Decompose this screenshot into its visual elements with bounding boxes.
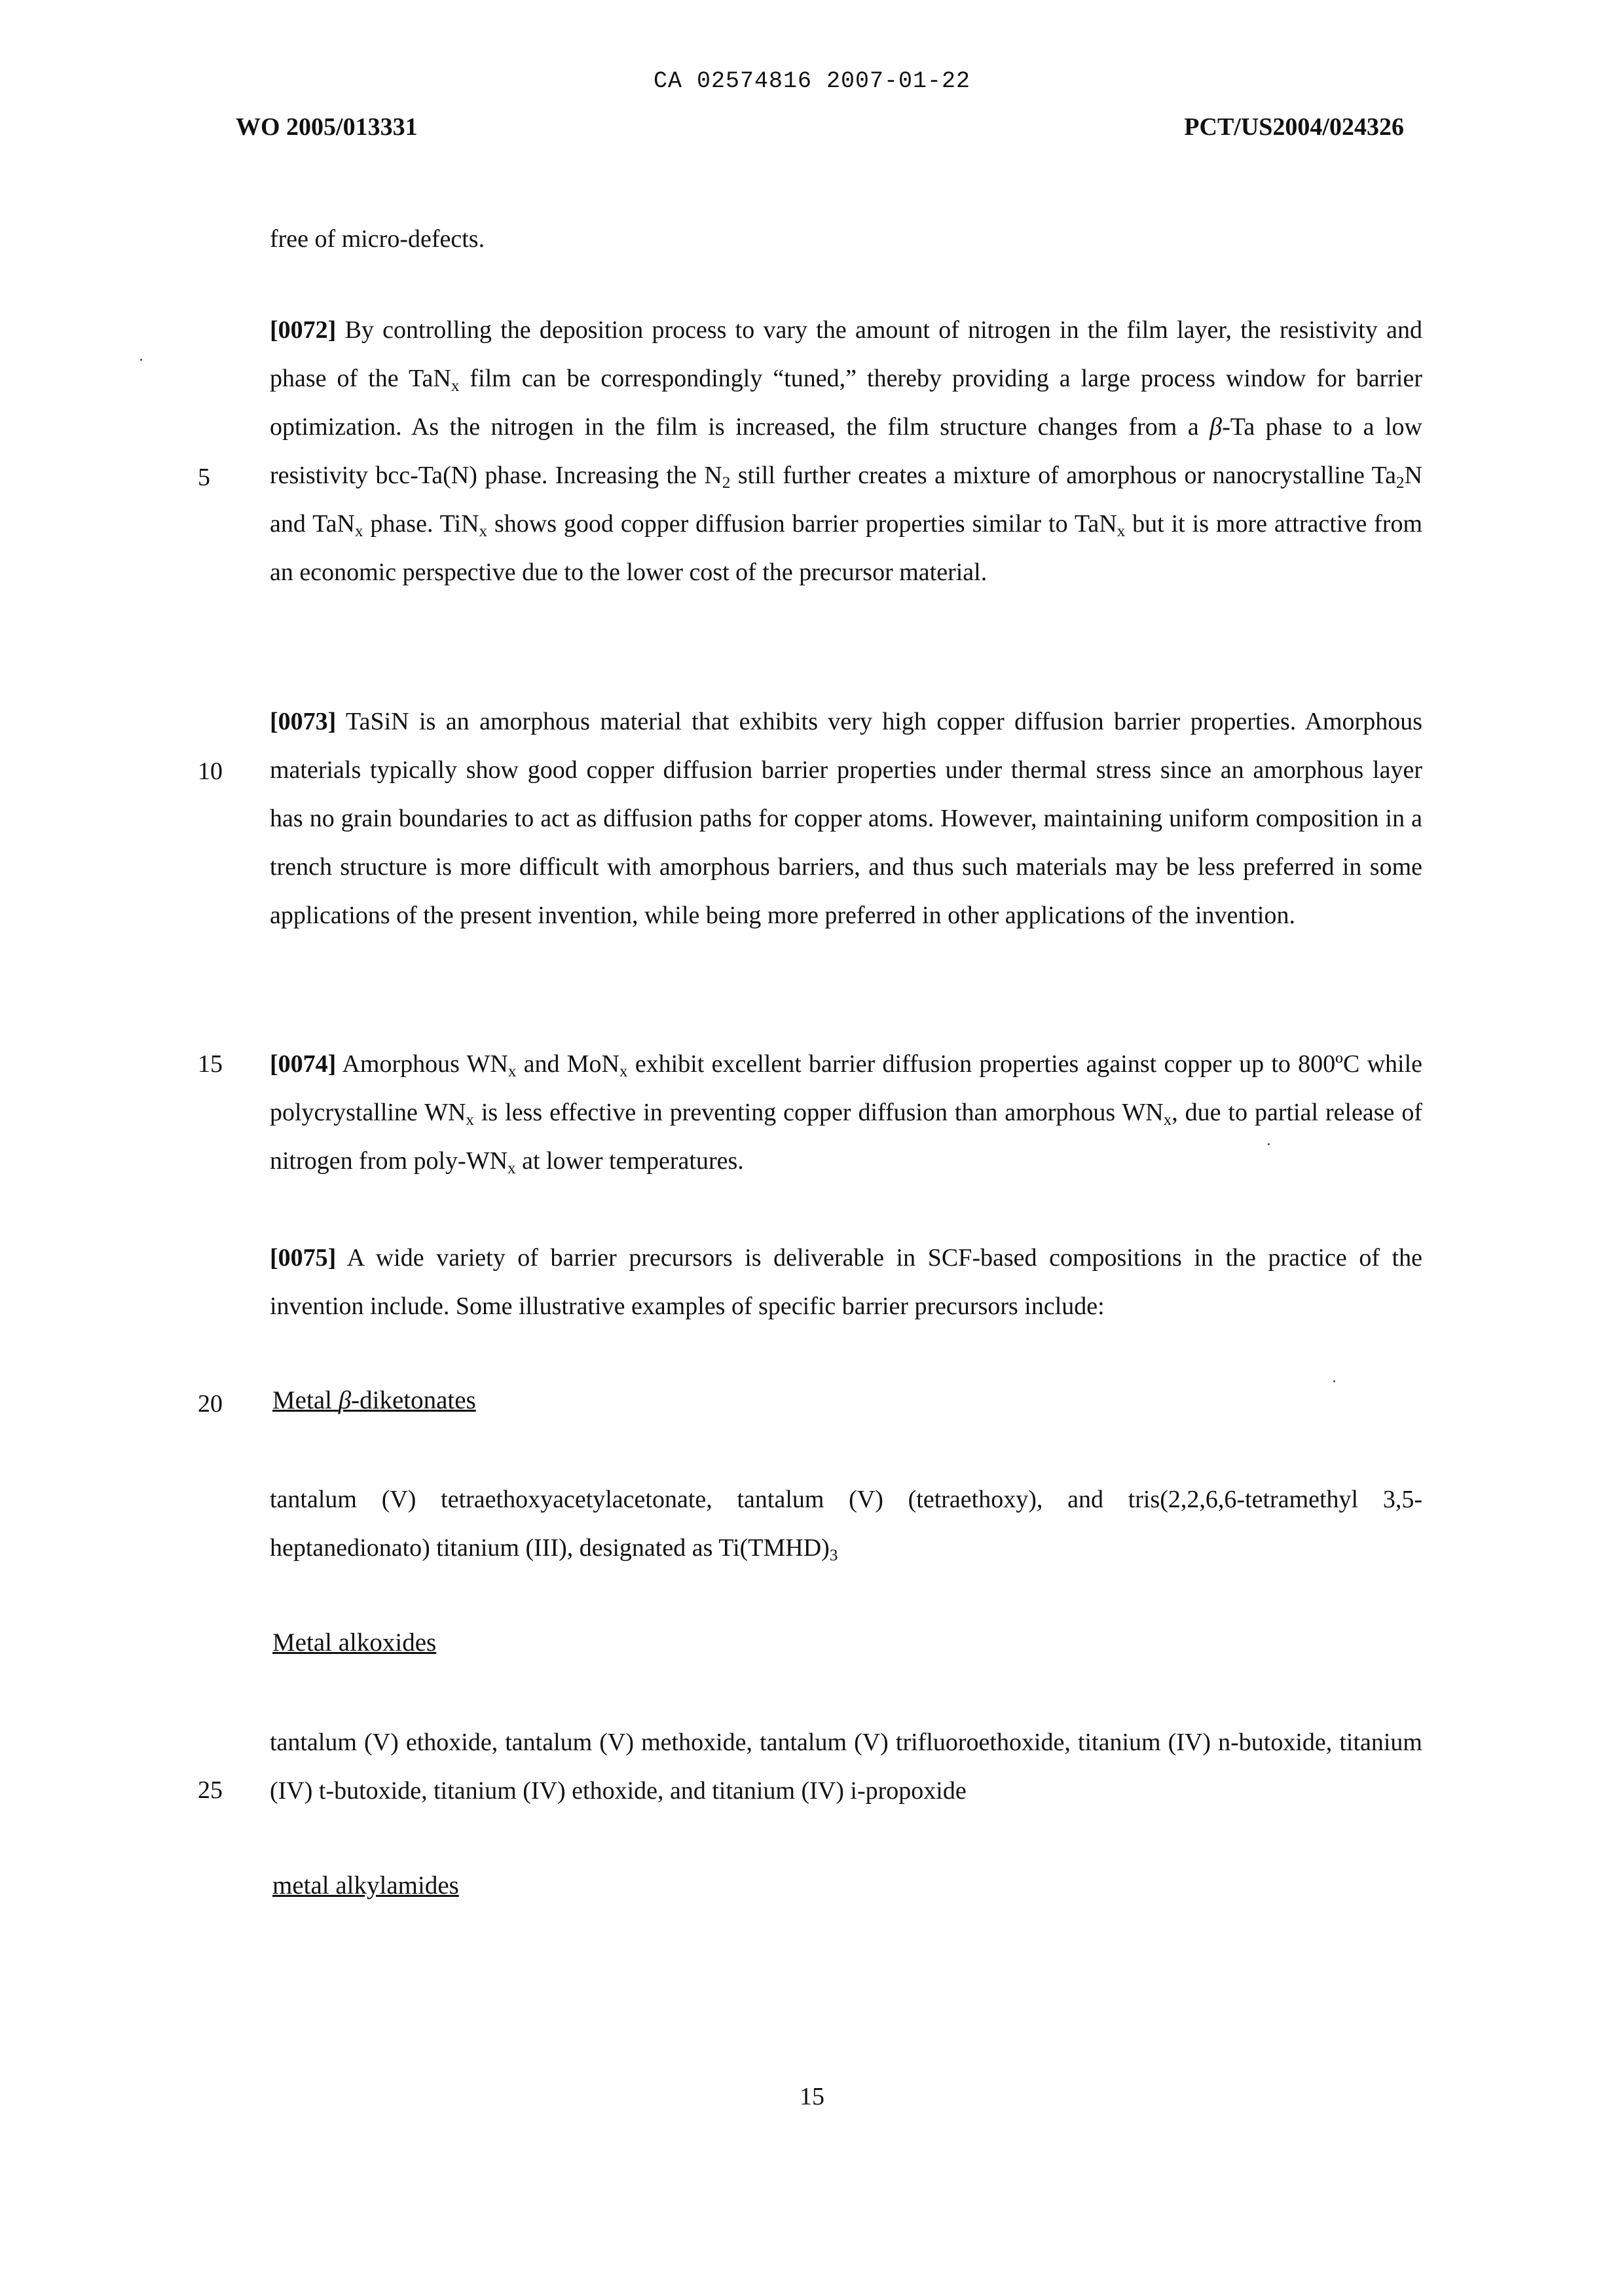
subscript: x <box>1163 1111 1172 1129</box>
paragraph-text: Amorphous WN <box>336 1050 508 1078</box>
paragraph-0072 <box>270 306 1422 597</box>
paragraph-number: [0072] <box>270 316 337 344</box>
heading-metal-beta-diketonates <box>272 1386 476 1415</box>
paragraph-number: [0074] <box>270 1050 337 1078</box>
paragraph-text: still further creates a mixture of amorphous or nanocrystalline Ta <box>730 462 1397 489</box>
subscript: x <box>479 523 488 541</box>
subscript: 2 <box>1396 474 1405 492</box>
paragraph-text: -Ta phase to a low resistivity bcc-Ta(N) phase. Increasing the N <box>270 413 1422 489</box>
wo-publication-number: WO 2005/013331 <box>236 113 418 141</box>
subscript: 3 <box>829 1547 838 1565</box>
scan-speck <box>1268 1143 1270 1145</box>
paragraph-text: film can be correspondingly “tuned,” thereby providing a large process window for barrier optimization. As the nitrogen in the film is increased, the film structure changes from a <box>270 365 1422 441</box>
diketonates-list <box>270 1475 1422 1572</box>
pct-application-number: PCT/US2004/024326 <box>1184 113 1404 141</box>
alkoxides-list: tantalum (V) ethoxide, tantalum (V) methoxide, tantalum (V) trifluoroethoxide, titanium (IV) n-butoxide, titanium (IV) t-butoxide, titanium (IV) ethoxide, and titanium (IV) i-propoxide <box>270 1729 1422 1805</box>
paragraph-number: [0075] <box>270 1244 337 1272</box>
beta-symbol: β <box>338 1386 352 1414</box>
paragraph-number: [0073] <box>270 708 337 735</box>
heading-metal-alkoxides: Metal alkoxides <box>272 1628 437 1657</box>
paragraph-0075 <box>270 1234 1422 1331</box>
scan-speck <box>1333 1380 1335 1382</box>
line-number: 25 <box>198 1776 223 1804</box>
subscript: x <box>354 523 363 541</box>
paragraph-text: , due to partial release of nitrogen from poly-WN <box>270 1099 1422 1175</box>
subscript: x <box>466 1111 474 1129</box>
paragraph-text: N and TaN <box>270 462 1423 538</box>
line-number: 20 <box>198 1390 223 1418</box>
page-number: 15 <box>800 2083 824 2110</box>
paragraph-text: By controlling the deposition process to vary the amount of nitrogen in the film layer, the resistivity and phase of the TaN <box>270 316 1422 392</box>
continuation-text: free of micro-defects. <box>270 225 485 253</box>
subscript: x <box>451 377 460 395</box>
paragraph-text: A wide variety of barrier precursors is deliverable in SCF-based compositions in the practice of the invention include. Some illustrative examples of specific barrier precursors include: <box>270 1244 1422 1320</box>
subscript: x <box>507 1063 517 1081</box>
paragraph-0073 <box>270 697 1422 940</box>
paragraph-text: exhibit excellent barrier diffusion properties against copper up to 800ºC while polycrystalline WN <box>270 1050 1422 1126</box>
subscript: x <box>507 1160 516 1178</box>
line-number: 5 <box>198 464 210 491</box>
beta-symbol: β <box>1209 413 1223 441</box>
paragraph-text: is less effective in preventing copper diffusion than amorphous WN <box>473 1099 1164 1126</box>
line-number: 10 <box>198 758 223 785</box>
list-text: tantalum (V) tetraethoxyacetylacetonate, tantalum (V) (tetraethoxy), and tris(2,2,6,6-tetramethyl 3,5-heptanedionato) titanium (III), designated as Ti(TMHD) <box>270 1486 1422 1562</box>
line-number: 15 <box>198 1050 223 1078</box>
heading-text: -diketonates <box>351 1386 476 1414</box>
paragraph-text: but it is more attractive from an economic perspective due to the lower cost of the precursor material. <box>270 510 1423 586</box>
paragraph-text: TaSiN is an amorphous material that exhibits very high copper diffusion barrier properties. Amorphous materials typically show good copper diffusion barrier properties under thermal stress since an amorphous layer has no grain boundaries to act as diffusion paths for copper atoms. However, maintaining uniform composition in a trench structure is more difficult with amorphous barriers, and thus such materials may be less preferred in some applications of the present invention, while being more preferred in other applications of the invention. <box>270 708 1422 929</box>
subscript: x <box>1116 523 1126 541</box>
scan-speck <box>140 359 142 361</box>
paragraph-text: shows good copper diffusion barrier properties similar to TaN <box>487 510 1117 538</box>
heading-metal-alkylamides: metal alkylamides <box>272 1871 459 1900</box>
paragraph-text: phase. TiN <box>363 510 479 538</box>
paragraph-text: at lower temperatures. <box>515 1147 744 1175</box>
ca-document-code: CA 02574816 2007-01-22 <box>653 68 971 94</box>
subscript: x <box>619 1063 628 1081</box>
heading-text: Metal <box>272 1386 339 1414</box>
paragraph-0074 <box>270 1040 1422 1185</box>
subscript: 2 <box>722 474 731 492</box>
paragraph-text: and MoN <box>516 1050 619 1078</box>
